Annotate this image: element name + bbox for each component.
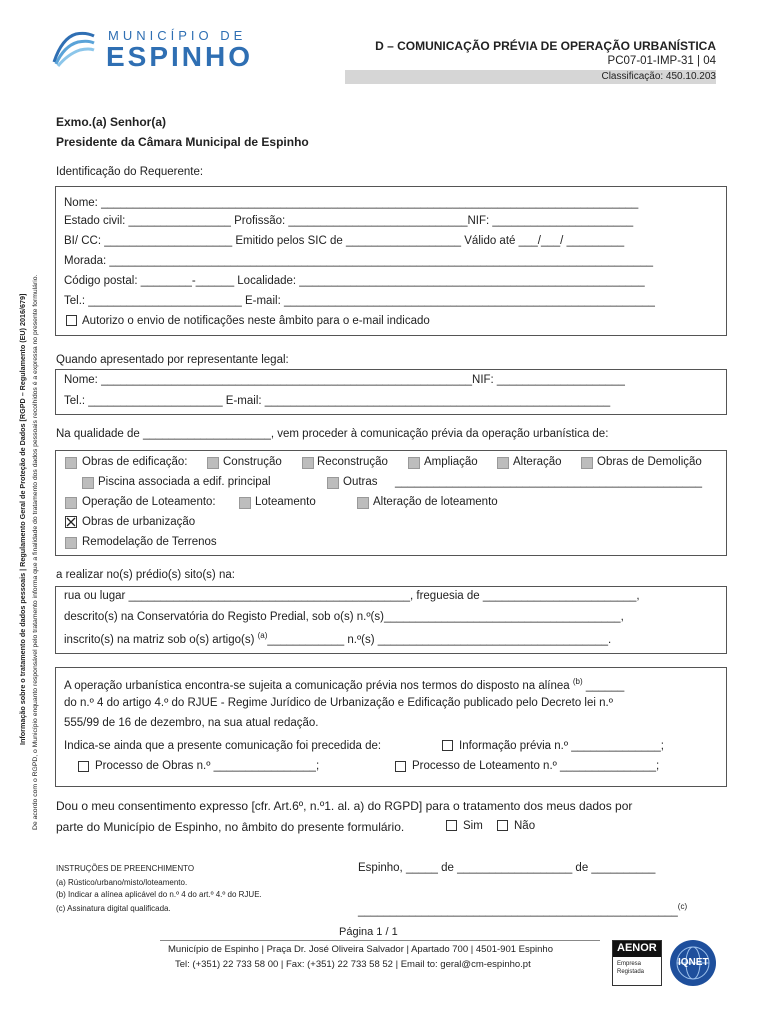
instruction-b: (b) Indicar a alínea aplicável do n.º 4 do art.º 4.º do RJUE. — [56, 890, 262, 899]
piscina-checkbox[interactable] — [82, 477, 94, 489]
municipio-logo — [52, 28, 252, 70]
loteamento-label: Loteamento — [255, 496, 316, 508]
consent-line2: parte do Município de Espinho, no âmbito do presente formulário. — [56, 820, 405, 834]
processo-loteamento-checkbox[interactable] — [395, 761, 406, 772]
instructions-heading: INSTRUÇÕES DE PREENCHIMENTO — [56, 864, 195, 873]
processo-obras-checkbox[interactable] — [78, 761, 89, 772]
autorizo-label: Autorizo o envio de notificações neste âmbito para o e-mail indicado — [82, 315, 430, 327]
obras-edificacao-label: Obras de edificação: — [82, 456, 188, 468]
reconstrucao-label: Reconstrução — [317, 456, 388, 468]
consent-line1: Dou o meu consentimento expresso [cfr. Art.6º, n.º1. al. a) do RGPD] para o tratamento dos meus dados por — [56, 799, 633, 813]
qualidade-text[interactable]: Na qualidade de ____________________, vem proceder à comunicação prévia da operação urbanística de: — [56, 428, 609, 440]
inscrito-field[interactable] — [64, 631, 611, 646]
alinea-line1[interactable] — [64, 677, 624, 692]
demolicao-checkbox[interactable] — [581, 457, 593, 469]
alteracao-loteamento-label: Alteração de loteamento — [373, 496, 498, 508]
inscrito-text-a: inscrito(s) na matriz sob o(s) artigo(s) — [64, 633, 255, 646]
alinea-line1-end: ______ — [585, 679, 625, 692]
aenor-text: AENOR — [617, 942, 657, 954]
rua-field[interactable]: rua ou lugar ____________________________________________, freguesia de ________________________, — [64, 590, 640, 602]
obras-urbanizacao-checkbox[interactable] — [65, 516, 77, 528]
alinea-line3: 555/99 de 16 de dezembro, na sua atual redação. — [64, 717, 319, 729]
construcao-label: Construção — [223, 456, 282, 468]
representante-tel-field[interactable]: Tel.: _____________________ E-mail: ______________________________________________________ — [64, 395, 611, 407]
logo-bottom-text: ESPINHO — [106, 41, 254, 72]
instruction-a: (a) Rústico/urbano/misto/loteamento. — [56, 878, 188, 887]
requerente-tel-field[interactable]: Tel.: ________________________ E-mail: __________________________________________________________ — [64, 295, 655, 307]
alteracao-label: Alteração — [513, 456, 562, 468]
consent-nao-label: Não — [514, 820, 536, 832]
requerente-bi-field[interactable]: BI/ CC: ____________________ Emitido pelos SIC de __________________ Válido até ___/___/ _________ — [64, 235, 625, 247]
rgpd-side-title: Informação sobre o tratamento de dados pessoais | Regulamento Geral de Proteção de Dados [RGPD – Regulamento (EU) 2016/679] — [18, 293, 27, 745]
requerente-nome-field[interactable]: Nome: ____________________________________________________________________________________ — [64, 197, 639, 209]
processo-loteamento-label[interactable]: Processo de Loteamento n.º _______________; — [412, 760, 660, 772]
checked-x-icon — [66, 517, 76, 527]
logo-top-text: MUNICÍPIO DE — [108, 28, 247, 43]
inscrito-sup: (a) — [257, 631, 268, 640]
ampliacao-label: Ampliação — [424, 456, 478, 468]
remodelacao-label: Remodelação de Terrenos — [82, 536, 217, 548]
instruction-c: (c) Assinatura digital qualificada. — [56, 904, 171, 913]
demolicao-label: Obras de Demolição — [597, 456, 702, 468]
processo-obras-label[interactable]: Processo de Obras n.º ________________; — [95, 760, 320, 772]
obras-urbanizacao-label: Obras de urbanização — [82, 516, 196, 528]
rgpd-side-note: De acordo com o RGPD, o Município enquanto responsável pelo tratamento informa que a finalidade do tratamento dos dados pessoais recolhidos é a expressa no presente formulário. — [32, 274, 39, 830]
signature-underline: __________________________________________________ — [358, 904, 678, 917]
outras-checkbox[interactable] — [327, 477, 339, 489]
alteracao-checkbox[interactable] — [497, 457, 509, 469]
form-code: PC07-01-IMP-31 | 04 — [607, 55, 716, 67]
outras-field[interactable]: ________________________________________________ — [395, 476, 702, 488]
op-loteamento-label: Operação de Loteamento: — [82, 496, 216, 508]
aenor-sub1: Empresa — [617, 961, 642, 967]
signature-sup: (c) — [677, 902, 688, 911]
form-title: D – COMUNICAÇÃO PRÉVIA DE OPERAÇÃO URBANÍSTICA — [375, 39, 716, 53]
inscrito-text-b: ____________ n.º(s) ____________________________________. — [267, 633, 612, 646]
informacao-previa-checkbox[interactable] — [442, 740, 453, 751]
recipient: Presidente da Câmara Municipal de Espinho — [56, 135, 309, 149]
alteracao-loteamento-checkbox[interactable] — [357, 497, 369, 509]
descrito-field[interactable]: descrito(s) na Conservatória do Registo Predial, sob o(s) n.º(s)_____________________________________, — [64, 611, 624, 623]
requerente-heading: Identificação do Requerente: — [56, 166, 204, 178]
footer-address: Município de Espinho | Praça Dr. José Oliveira Salvador | Apartado 700 | 4501-901 Espinho — [168, 944, 553, 955]
representante-heading: Quando apresentado por representante legal: — [56, 354, 289, 366]
alinea-line1-text: A operação urbanística encontra-se sujeita a comunicação prévia nos termos do disposto na alínea — [64, 679, 570, 692]
signature-line[interactable] — [358, 902, 687, 917]
footer-contacts: Tel: (+351) 22 733 58 00 | Fax: (+351) 22 733 58 52 | Email to: geral@cm-espinho.pt — [175, 959, 531, 970]
consent-sim-checkbox[interactable] — [446, 820, 457, 831]
loteamento-checkbox[interactable] — [239, 497, 251, 509]
classification: Classificação: 450.10.203 — [601, 71, 716, 82]
iqnet-badge — [670, 940, 716, 986]
op-loteamento-checkbox[interactable] — [65, 497, 77, 509]
indica-text: Indica-se ainda que a presente comunicação foi precedida de: — [64, 740, 382, 752]
iqnet-text: IQNET — [678, 957, 709, 968]
consent-nao-checkbox[interactable] — [497, 820, 508, 831]
alinea-line2: do n.º 4 do artigo 4.º do RJUE - Regime Jurídico de Urbanização e Edificação publicado pelo Decreto lei n.º — [64, 697, 613, 709]
reconstrucao-checkbox[interactable] — [302, 457, 314, 469]
requerente-morada-field[interactable]: Morada: _____________________________________________________________________________________ — [64, 255, 654, 267]
page-number: Página 1 / 1 — [339, 926, 398, 938]
consent-sim-label: Sim — [463, 820, 483, 832]
wave-logo-icon — [52, 28, 96, 68]
footer-divider — [160, 940, 600, 941]
salutation: Exmo.(a) Senhor(a) — [56, 115, 167, 129]
requerente-estado-civil-field[interactable]: Estado civil: ________________ Profissão: ____________________________NIF: ______________________ — [64, 215, 634, 227]
aenor-sub2: Registada — [617, 969, 645, 975]
piscina-label: Piscina associada a edif. principal — [98, 476, 271, 488]
outras-label: Outras — [343, 476, 378, 488]
predio-heading: a realizar no(s) prédio(s) sito(s) na: — [56, 569, 235, 581]
informacao-previa-label[interactable]: Informação prévia n.º ______________; — [459, 740, 664, 752]
remodelacao-checkbox[interactable] — [65, 537, 77, 549]
ampliacao-checkbox[interactable] — [408, 457, 420, 469]
autorizo-checkbox[interactable] — [66, 315, 77, 326]
aenor-badge — [612, 940, 662, 986]
obras-edificacao-checkbox[interactable] — [65, 457, 77, 469]
alinea-sup: (b) — [572, 677, 583, 686]
requerente-codigo-postal-field[interactable]: Código postal: ________-______ Localidade: ______________________________________________________ — [64, 275, 645, 287]
representante-nome-field[interactable]: Nome: __________________________________________________________NIF: ____________________ — [64, 374, 625, 386]
construcao-checkbox[interactable] — [207, 457, 219, 469]
date-line[interactable]: Espinho, _____ de __________________ de __________ — [358, 862, 656, 874]
